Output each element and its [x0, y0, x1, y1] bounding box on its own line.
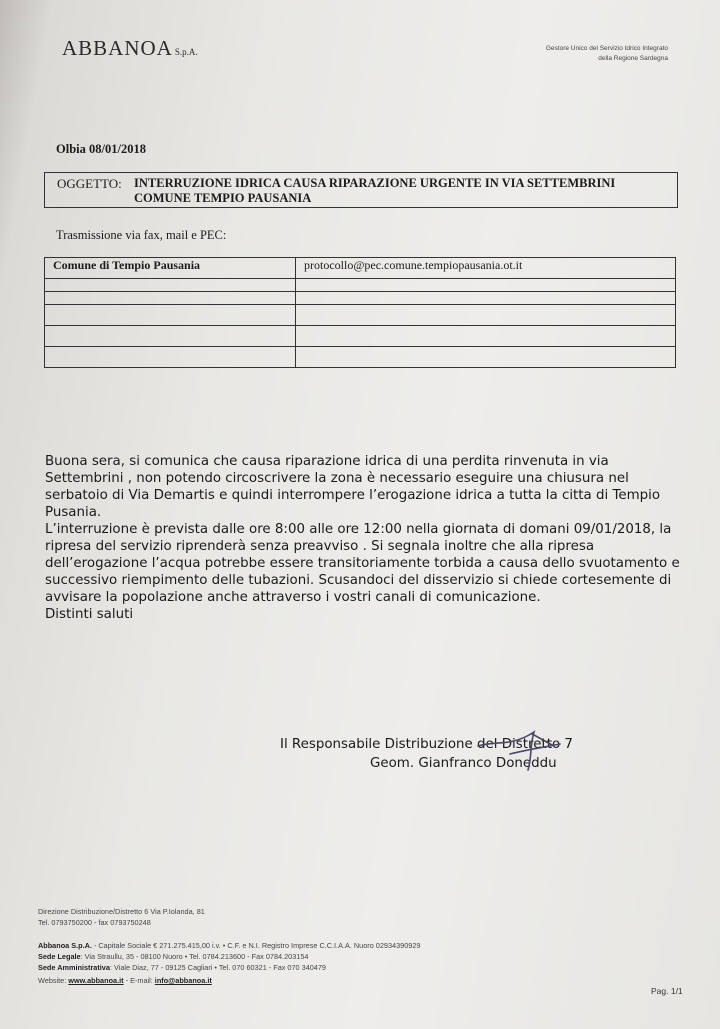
- empty-cell: [296, 326, 676, 347]
- table-row: [45, 347, 676, 368]
- footer-direction-address: Direzione Distribuzione/Distretto 6 Via P.Iolanda, 81: [38, 907, 205, 916]
- empty-cell: [296, 279, 676, 292]
- tagline-line-2: della Regione Sardegna: [598, 55, 668, 62]
- footer-company-info: [38, 940, 420, 951]
- empty-cell: [45, 279, 296, 292]
- empty-cell: [45, 347, 296, 368]
- logo-name: ABBANOA: [62, 36, 173, 60]
- footer-legal-label: Sede Legale: [38, 952, 81, 961]
- table-row: [45, 292, 676, 305]
- empty-cell: [296, 347, 676, 368]
- footer-direction-phone: Tel. 0793750200 - fax 0793750248: [38, 918, 151, 927]
- footer-admin-seat: [38, 962, 326, 973]
- table-row: [45, 305, 676, 326]
- closing-greeting: Distinti saluti: [45, 607, 134, 622]
- logo-suffix: S.p.A.: [174, 47, 198, 57]
- letter-body: [45, 453, 685, 623]
- body-paragraph-1: Buona sera, si comunica che causa riparazione idrica di una perdita rinvenuta in via Settembrini , non potendo circoscrivere la zona è necessario eseguire una chiusura nel serbatoio di Via Demartis e quindi interrompere l’erogazione idrica a tutta la citta di Tempio Pusania.: [45, 454, 661, 520]
- website-link[interactable]: www.abbanoa.it: [68, 976, 124, 985]
- signatory-title: Il Responsabile Distribuzione del Distretto 7: [280, 737, 573, 752]
- subject-text: INTERRUZIONE IDRICA CAUSA RIPARAZIONE URGENTE IN VIA SETTEMBRINI COMUNE TEMPIO PAUSANIA: [134, 176, 616, 205]
- tagline-line-1: Gestore Unico del Servizio Idrico Integrato: [545, 45, 668, 52]
- empty-cell: [45, 292, 296, 305]
- company-tagline: [448, 44, 668, 64]
- recipients-table: [44, 257, 676, 368]
- body-paragraph-2: L’interruzione è prevista dalle ore 8:00 alle ore 12:00 nella giornata di domani 09/01/2018, la ripresa del servizio riprenderà senza preavviso . Si segnala inoltre che alla ripresa dell’erogazione l’acqua potrebbe essere transitoriamente torbida a causa dello svuotamento e successivo riempimento delle tubazioni. Scusandoci del disservizio si chiede cortesemente di avvisare la popolazione anche attraverso i vostri canali di comunicazione.: [45, 522, 680, 605]
- empty-cell: [296, 292, 676, 305]
- subject-label: OGGETTO:: [57, 176, 122, 191]
- footer-company-label: Abbanoa S.p.A.: [38, 941, 92, 950]
- page-number: Pag. 1/1: [651, 986, 683, 996]
- recipient-name: Comune di Tempio Pausania: [45, 258, 296, 279]
- table-row: [45, 326, 676, 347]
- empty-cell: [296, 305, 676, 326]
- footer-admin-label: Sede Amministrativa: [38, 963, 110, 972]
- footer-legal-seat: [38, 951, 308, 962]
- signatory-name: Geom. Gianfranco Doneddu: [370, 756, 557, 771]
- place-date: Olbia 08/01/2018: [56, 142, 146, 156]
- company-logo: [62, 36, 198, 61]
- table-row: [45, 279, 676, 292]
- footer-legal-text: : Via Straullu, 35 - 08100 Nuoro • Tel. 0784.213600 - Fax 0784.203154: [80, 952, 309, 961]
- footer-company-text: - Capitale Sociale € 271.275.415,00 i.v. • C.F. e N.I. Registro Imprese C.C.I.A.A. Nuoro 02934390929: [91, 941, 421, 950]
- table-row: [45, 258, 676, 279]
- subject-box: [44, 172, 678, 208]
- empty-cell: [45, 305, 296, 326]
- footer-website-label: Website:: [38, 976, 69, 985]
- footer-admin-text: : Viale Diaz, 77 - 09125 Cagliari • Tel. 070 60321 - Fax 070 340479: [109, 963, 326, 972]
- recipient-email: protocollo@pec.comune.tempiopausania.ot.it: [296, 258, 676, 279]
- empty-cell: [45, 326, 296, 347]
- footer-email-label: - E-mail:: [123, 976, 155, 985]
- transmission-note: Trasmissione via fax, mail e PEC:: [56, 228, 227, 242]
- footer-contacts: [38, 975, 212, 986]
- email-link[interactable]: info@abbanoa.it: [154, 976, 212, 985]
- handwritten-signature: [470, 724, 580, 784]
